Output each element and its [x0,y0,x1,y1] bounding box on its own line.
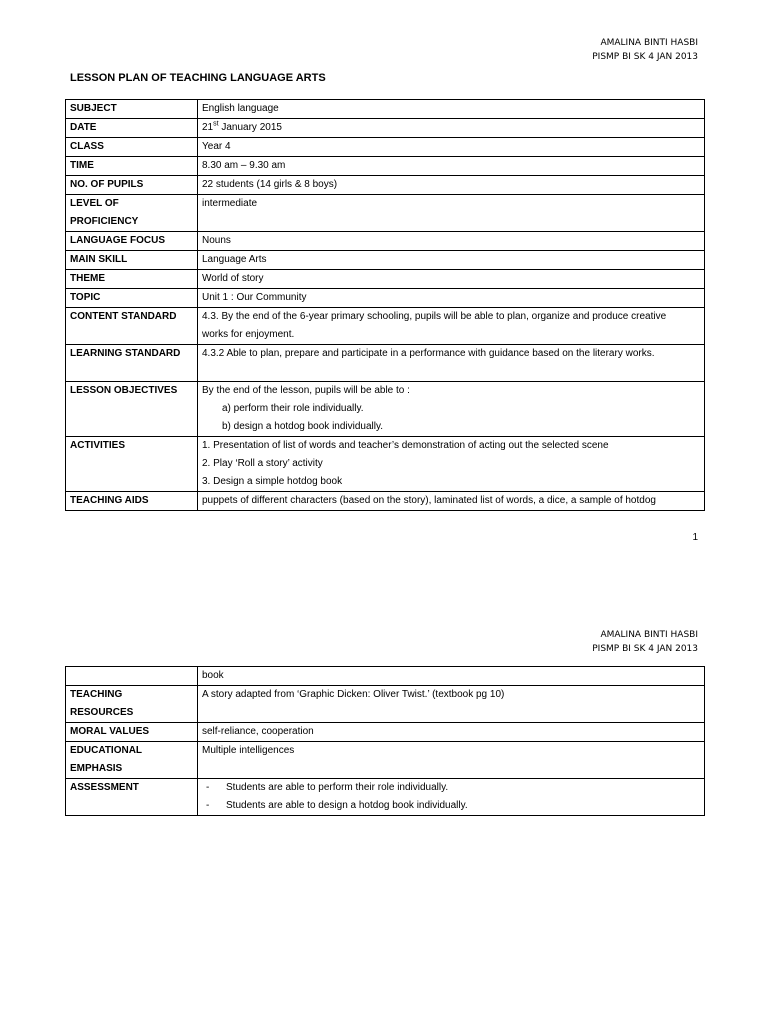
row-value-objectives [198,382,705,437]
row-value-continuation: book [198,667,705,686]
table-row [66,686,705,723]
program-code: PISMP BI SK 4 JAN 2013 [592,644,698,654]
table-row [66,157,705,176]
table-row [66,232,705,251]
date-ordinal: st [213,120,219,128]
table-row [66,100,705,119]
table-row [66,289,705,308]
row-value-subject: English language [198,100,705,119]
row-value-learning-standard: 4.3.2 Able to plan, prepare and participate in a performance with guidance based on the literary works. [198,345,705,382]
table-row [66,119,705,138]
label-line: RESOURCES [70,707,134,718]
document-title: LESSON PLAN OF TEACHING LANGUAGE ARTS [70,72,326,84]
row-value-educational-emphasis: Multiple intelligences [198,742,705,779]
lesson-plan-table [65,99,705,511]
label-line: TEACHING [70,689,123,700]
content-standard-line: 4.3. By the end of the 6-year primary schooling, pupils will be able to plan, organize and produce creative [202,311,667,322]
date-day: 21 [202,122,214,133]
row-label-learning-standard: LEARNING STANDARD [66,345,198,382]
label-line: PROFICIENCY [70,216,139,227]
table-row [66,138,705,157]
assessment-text: Students are able to design a hotdog book individually. [226,800,468,811]
row-label-resources [66,686,198,723]
objectives-intro: By the end of the lesson, pupils will be able to : [202,385,410,396]
row-value-theme: World of story [198,270,705,289]
row-label-teaching-aids: TEACHING AIDS [66,492,198,511]
row-value-class: Year 4 [198,138,705,157]
row-label-theme: THEME [66,270,198,289]
row-value-language-focus: Nouns [198,232,705,251]
row-value-moral-values: self-reliance, cooperation [198,723,705,742]
table-row [66,723,705,742]
list-item: a) perform their role individually. [222,403,364,414]
table-row [66,667,705,686]
table-row [66,270,705,289]
table-row [66,742,705,779]
table-row [66,382,705,437]
row-label-main-skill: MAIN SKILL [66,251,198,270]
dash-bullet: - [206,782,210,793]
row-value-main-skill: Language Arts [198,251,705,270]
list-item: b) design a hotdog book individually. [222,421,384,432]
list-item: 3. Design a simple hotdog book [202,476,343,487]
table-row [66,176,705,195]
row-value-topic: Unit 1 : Our Community [198,289,705,308]
row-label-pupils: NO. OF PUPILS [66,176,198,195]
label-line: EDUCATIONAL [70,745,143,756]
table-row [66,437,705,492]
row-label-date: DATE [66,119,198,138]
label-line: EMPHASIS [70,763,123,774]
row-label-time: TIME [66,157,198,176]
table-row [66,492,705,511]
table-row [66,779,705,816]
row-label-empty [66,667,198,686]
row-value-activities [198,437,705,492]
row-value-content-standard [198,308,705,345]
row-label-subject: SUBJECT [66,100,198,119]
row-label-topic: TOPIC [66,289,198,308]
list-item: 1. Presentation of list of words and teacher’s demonstration of acting out the selected scene [202,440,609,451]
row-value-pupils: 22 students (14 girls & 8 boys) [198,176,705,195]
table-row [66,251,705,270]
table-row [66,308,705,345]
row-label-language-focus: LANGUAGE FOCUS [66,232,198,251]
page-number: 1 [692,532,698,543]
row-label-assessment: ASSESSMENT [66,779,198,816]
author-name: AMALINA BINTI HASBI [600,38,698,48]
row-value-proficiency: intermediate [198,195,705,232]
row-label-activities: ACTIVITIES [66,437,198,492]
table-row [66,345,705,382]
label-line: LEVEL OF [70,198,119,209]
row-label-moral-values: MORAL VALUES [66,723,198,742]
row-value-date [198,119,705,138]
dash-bullet: - [206,800,210,811]
table-row [66,195,705,232]
row-label-class: CLASS [66,138,198,157]
row-value-teaching-aids: puppets of different characters (based on the story), laminated list of words, a dice, a sample of hotdog [198,492,705,511]
program-code: PISMP BI SK 4 JAN 2013 [592,52,698,62]
row-value-resources: A story adapted from ‘Graphic Dicken: Oliver Twist.’ (textbook pg 10) [198,686,705,723]
list-item [202,779,700,797]
author-name: AMALINA BINTI HASBI [600,630,698,640]
row-value-assessment [198,779,705,816]
content-standard-line: works for enjoyment. [202,329,295,340]
date-month-year: January 2015 [218,122,282,133]
row-label-educational-emphasis [66,742,198,779]
page-header [592,36,698,64]
row-label-proficiency [66,195,198,232]
assessment-text: Students are able to perform their role individually. [226,782,449,793]
list-item: 2. Play ‘Roll a story’ activity [202,458,323,469]
lesson-plan-table-continued [65,666,705,816]
row-value-time: 8.30 am – 9.30 am [198,157,705,176]
list-item [202,797,700,815]
row-label-objectives: LESSON OBJECTIVES [66,382,198,437]
page-header [592,628,698,656]
row-label-content-standard: CONTENT STANDARD [66,308,198,345]
